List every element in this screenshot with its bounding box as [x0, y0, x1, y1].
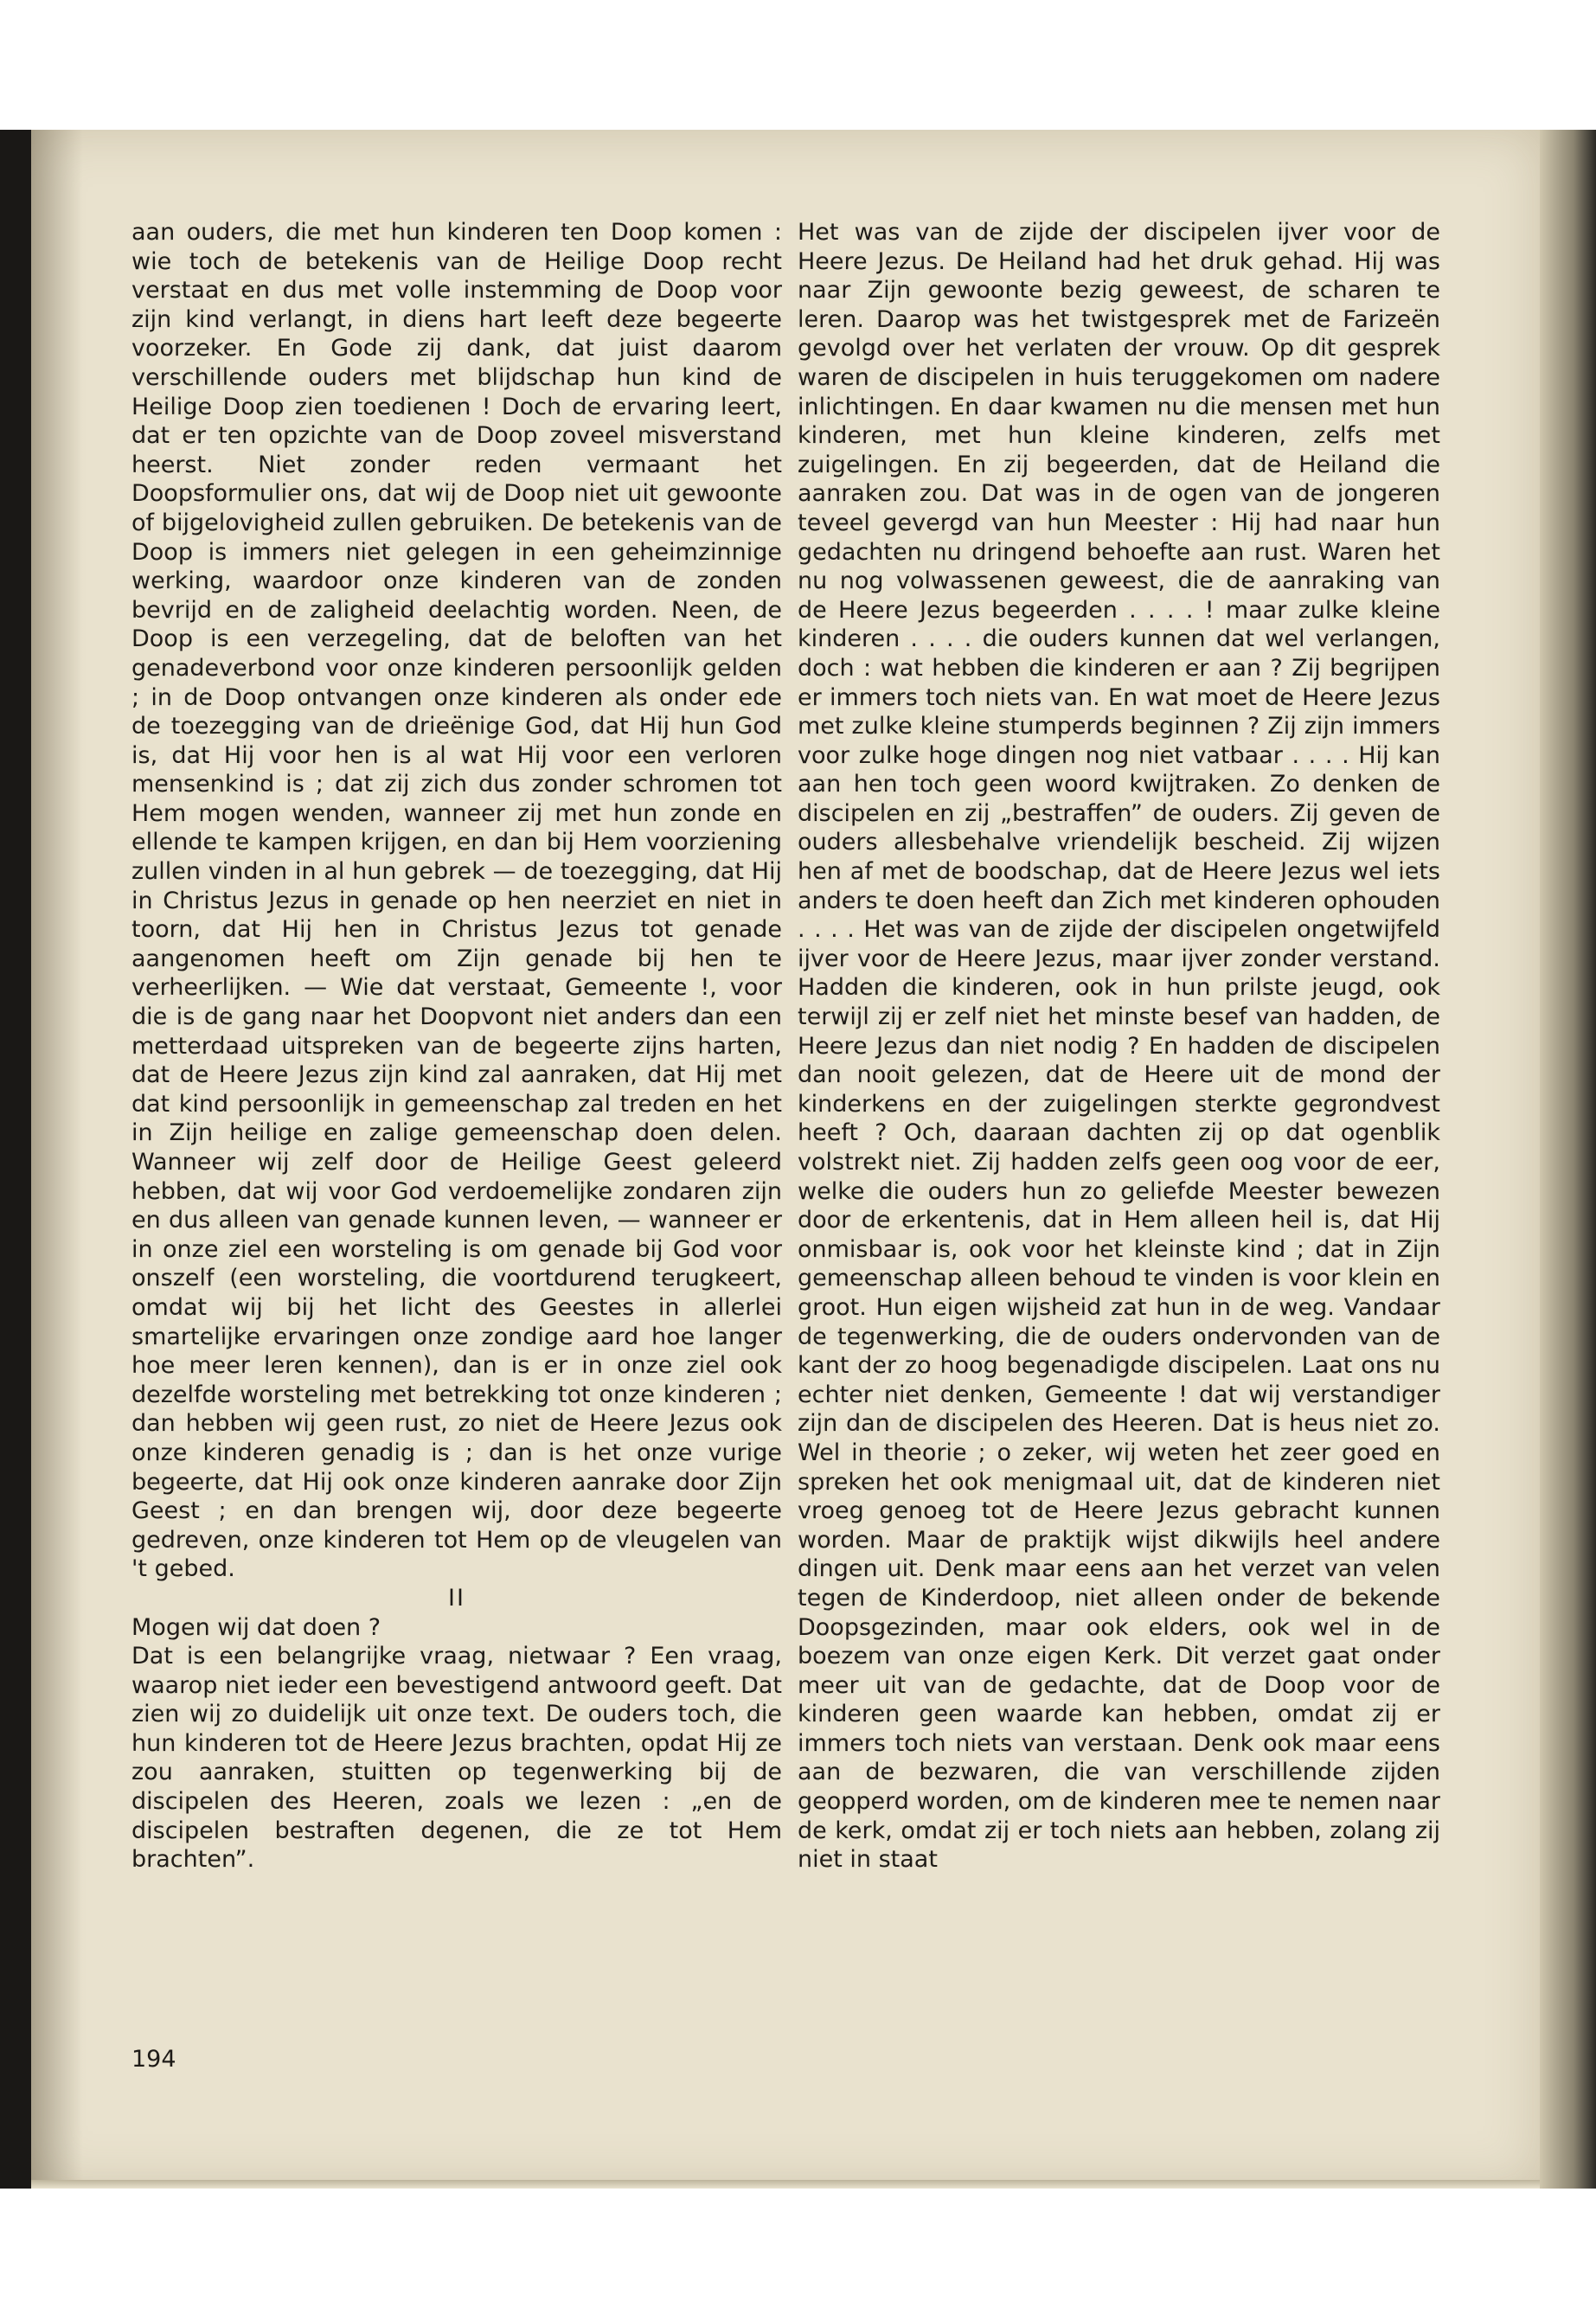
left-paragraph-1: aan ouders, die met hun kinderen ten Doop komen : wie toch de betekenis van de Heilige Doop recht verstaat en dus met volle instemming de Doop voor zijn kind verlangt, in diens hart leeft deze begeerte voorzeker. En Gode zij dank, dat juist daarom verschillende ouders met blijdschap hun kind de Heilige Doop zien toedienen ! Doch de ervaring leert, dat er ten opzichte van de Doop zoveel misverstand heerst. Niet zonder reden vermaant het Doopsformulier ons, dat wij de Doop niet uit gewoonte of bijgelovigheid zullen gebruiken. De betekenis van de Doop is immers niet gelegen in een geheimzinnige werking, waardoor onze kinderen van de zonden bevrijd en de zaligheid deelachtig worden. Neen, de Doop is een verzegeling, dat de beloften van het genadeverbond voor onze kinderen persoonlijk gelden ; in de Doop ontvangen onze kinderen als onder ede de toezegging van de drieënige God, dat Hij hun God is, dat Hij voor hen is al wat Hij voor een verloren mensenkind is ; dat zij zich dus zonder schromen tot Hem mogen wenden, wanneer zij met hun zonde en ellende te kampen krijgen, en dan bij Hem voorziening zullen vinden in al hun gebrek — de toezegging, dat Hij in Christus Jezus in genade op hen neerziet en niet in toorn, dat Hij hen in Christus Jezus tot genade aangenomen heeft om Zijn genade bij hen te verheerlijken. — Wie dat verstaat, Gemeente !, voor die is de gang naar het Doopvont niet anders dan een metterdaad uitspreken van de begeerte zijns harten, dat de Heere Jezus zijn kind zal aanraken, dat Hij met dat kind persoonlijk in gemeenschap zal treden en het in Zijn heilige en zalige gemeenschap doen delen. Wanneer wij zelf door de Heilige Geest geleerd hebben, dat wij voor God verdoemelijke zondaren zijn en dus alleen van genade kunnen leven, — wanneer er in onze ziel een worsteling is om genade bij God voor onszelf (een worsteling, die voortdurend terugkeert, omdat wij bij het licht des Geestes in allerlei smartelijke ervaringen onze zondige aard hoe langer hoe meer leren kennen), dan is er in onze ziel ook dezelfde worsteling met betrekking tot onze kinderen ; dan hebben wij geen rust, zo niet de Heere Jezus ook onze kinderen genadig is ; dan is het onze vurige begeerte, dat Hij ook onze kinderen aanrake door Zijn Geest ; en dan brengen wij, door deze begeerte gedreven, onze kinderen tot Hem op de vleugelen van 't gebed. — [131, 219, 782, 1583]
left-paragraph-2b: Dat is een belangrijke vraag, nietwaar ? Een vraag, waarop niet ieder een bevestigend antwoord geeft. Dat zien wij zo duidelijk uit onze text. De ouders toch, die hun kinderen tot de Heere Jezus brachten, opdat Hij ze zou aanraken, stuitten op tegenwerking bij de discipelen des Heeren, zoals we lezen : „en de discipelen bestraften degenen, die ze tot Hem brachten”. — [131, 1643, 782, 1874]
section-heading: II — [448, 1584, 465, 1612]
right-paragraph-1: Het was van de zijde der discipelen ijver voor de Heere Jezus. De Heiland had het druk gehad. Hij was naar Zijn gewoonte bezig geweest, de scharen te leren. Daarop was het twistgesprek met de Farizeën gevolgd over het verlaten der vrouw. Op dit gesprek waren de discipelen in huis teruggekomen om nadere inlichtingen. En daar kwamen nu die mensen met hun kinderen, met hun kleine kinderen, zelfs met zuigelingen. En zij begeerden, dat de Heiland die aanraken zou. Dat was in de ogen van de jongeren teveel gevergd van hun Meester : Hij had naar hun gedachten nu dringend behoefte aan rust. Waren het nu nog volwassenen geweest, die de aanraking van de Heere Jezus begeerden . . . . ! maar zulke kleine kinderen . . . . die ouders kunnen dat wel verlangen, doch : wat hebben die kinderen er aan ? Zij begrijpen er immers toch niets van. En wat moet de Heere Jezus met zulke kleine stumperds beginnen ? Zij zijn immers voor zulke hoge dingen nog niet vatbaar . . . . Hij kan aan hen toch geen woord kwijtraken. Zo denken de discipelen en zij „bestraffen” de ouders. Zij geven de ouders allesbehalve vriendelijk bescheid. Zij wijzen hen af met de boodschap, dat de Heere Jezus wel iets anders te doen heeft dan Zich met kinderen ophouden . . . . Het was van de zijde der discipelen ongetwijfeld ijver voor de Heere Jezus, maar ijver zonder verstand. Hadden die kinderen, ook in hun prilste jeugd, ook terwijl zij er zelf niet het minste besef van hadden, de Heere Jezus dan niet nodig ? En hadden de discipelen dan nooit gelezen, dat de Heere uit de mond der kinderkens en der zuigelingen sterkte gegrondvest heeft ? Och, daaraan dachten zij op dat ogenblik volstrekt niet. Zij hadden zelfs geen oog voor de eer, welke die ouders hun zo geliefde Meester bewezen door de erkentenis, dat in Hem alleen heil is, dat Hij onmisbaar is, ook voor het kleinste kind ; dat in Zijn gemeenschap alleen behoud te vinden is voor klein en groot. Hun eigen wijsheid zat hun in de weg. Vandaar de tegenwerking, die de ouders ondervonden van de kant der zo hoog begenadigde discipelen. Laat ons nu echter niet denken, Gemeente ! dat wij verstandiger zijn dan de discipelen des Heeren. Dat is heus niet zo. Wel in theorie ; o zeker, wij weten het zeer goed en spreken het ook menigmaal uit, dat de kinderen niet vroeg genoeg tot de Heere Jezus gebracht kunnen worden. Maar de praktijk wijst dikwijls heel andere dingen uit. Denk maar eens aan het verzet van velen tegen de Kinderdoop, niet alleen onder de bekende Doopsgezinden, maar ook elders, ook wel in de boezem van onze eigen Kerk. Dit verzet gaat onder meer uit van de gedachte, dat de Doop voor de kinderen geen waarde kan hebben, omdat zij er immers toch niets van verstaan. Denk ook maar eens aan de bezwaren, die van verschillende zijden geopperd worden, om de kinderen mee te nemen naar de kerk, omdat zij er toch niets aan hebben, zolang zij niet in staat — [798, 219, 1440, 1874]
left-column — [131, 218, 782, 1875]
page-number: 194 — [131, 2046, 176, 2073]
right-column — [798, 218, 1440, 1875]
gutter-shadow — [31, 130, 83, 2189]
left-paragraph-2a: Mogen wij dat doen ? — [131, 1613, 381, 1641]
page-bottom-edge — [31, 2180, 1540, 2189]
page-edge — [1540, 130, 1596, 2189]
